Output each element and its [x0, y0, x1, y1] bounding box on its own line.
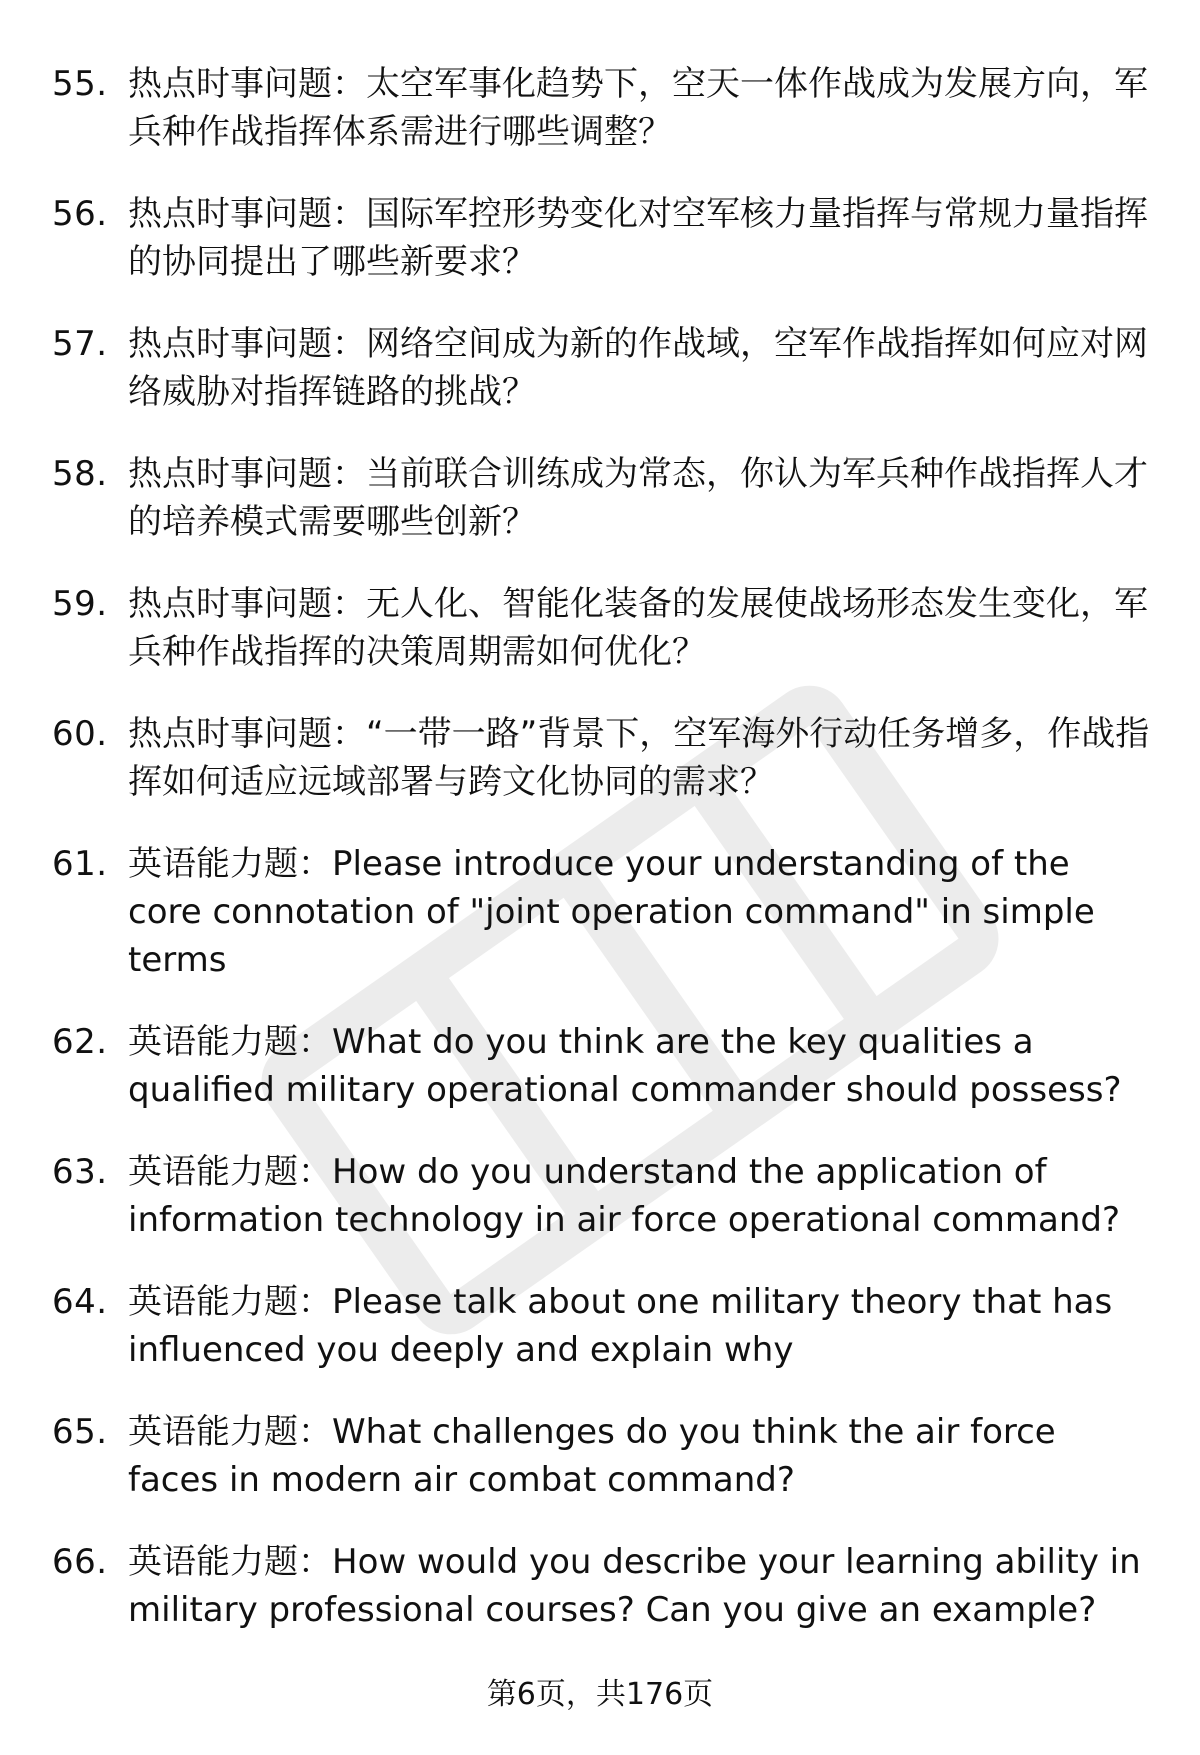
question-text: 当前联合训练成为常态，你认为军兵种作战指挥人才的培养模式需要哪些创新？	[128, 454, 1148, 542]
question-category: 热点时事问题：	[128, 64, 366, 104]
question-body	[128, 1018, 1152, 1114]
question-text: “一带一路”背景下，空军海外行动任务增多，作战指挥如何适应远域部署与跨文化协同的需求？	[128, 714, 1150, 802]
list-item	[52, 580, 1152, 676]
list-item	[52, 1278, 1152, 1374]
question-body	[128, 190, 1152, 286]
question-text: Please talk about one military theory that has influenced you deeply and explain why	[128, 1282, 1113, 1370]
question-number: 66.	[52, 1542, 108, 1582]
question-category: 热点时事问题：	[128, 324, 366, 364]
question-body	[128, 1408, 1152, 1504]
question-body	[128, 580, 1152, 676]
question-text: How would you describe your learning ability in military professional courses? Can you give an example?	[128, 1542, 1141, 1630]
question-body	[128, 1278, 1152, 1374]
question-body	[128, 710, 1152, 806]
question-text: Please introduce your understanding of the core connotation of "joint operation command" in simple terms	[128, 844, 1095, 980]
list-item	[52, 1408, 1152, 1504]
question-category: 英语能力题：	[128, 1152, 332, 1192]
question-number: 62.	[52, 1022, 108, 1062]
question-number: 60.	[52, 714, 108, 754]
question-text: What challenges do you think the air force faces in modern air combat command?	[128, 1412, 1056, 1500]
question-number: 58.	[52, 454, 108, 494]
question-body	[128, 320, 1152, 416]
question-text: What do you think are the key qualities a qualified military operational commander should possess?	[128, 1022, 1122, 1110]
question-number: 56.	[52, 194, 108, 234]
question-number: 61.	[52, 844, 108, 884]
question-category: 英语能力题：	[128, 1412, 332, 1452]
question-list	[52, 60, 1152, 1668]
list-item	[52, 1148, 1152, 1244]
question-body	[128, 1538, 1152, 1634]
question-number: 59.	[52, 584, 108, 624]
list-item	[52, 60, 1152, 156]
list-item	[52, 1538, 1152, 1634]
list-item	[52, 450, 1152, 546]
question-category: 热点时事问题：	[128, 714, 366, 754]
question-number: 64.	[52, 1282, 108, 1322]
list-item	[52, 1018, 1152, 1114]
list-item	[52, 190, 1152, 286]
question-text: 国际军控形势变化对空军核力量指挥与常规力量指挥的协同提出了哪些新要求？	[128, 194, 1148, 282]
question-category: 热点时事问题：	[128, 584, 366, 624]
question-body	[128, 60, 1152, 156]
list-item	[52, 320, 1152, 416]
question-text: How do you understand the application of information technology in air force operational command?	[128, 1152, 1121, 1240]
question-category: 英语能力题：	[128, 844, 332, 884]
question-category: 热点时事问题：	[128, 454, 366, 494]
question-category: 英语能力题：	[128, 1022, 332, 1062]
question-number: 57.	[52, 324, 108, 364]
question-category: 英语能力题：	[128, 1542, 332, 1582]
question-body	[128, 450, 1152, 546]
question-number: 63.	[52, 1152, 108, 1192]
question-number: 65.	[52, 1412, 108, 1452]
question-body	[128, 1148, 1152, 1244]
list-item	[52, 710, 1152, 806]
question-text: 太空军事化趋势下，空天一体作战成为发展方向，军兵种作战指挥体系需进行哪些调整？	[128, 64, 1148, 152]
page-number-footer: 第6页，共176页	[486, 1677, 714, 1712]
question-number: 55.	[52, 64, 108, 104]
list-item	[52, 840, 1152, 984]
question-category: 热点时事问题：	[128, 194, 366, 234]
question-body	[128, 840, 1152, 984]
question-category: 英语能力题：	[128, 1282, 332, 1322]
question-text: 网络空间成为新的作战域，空军作战指挥如何应对网络威胁对指挥链路的挑战？	[128, 324, 1148, 412]
question-text: 无人化、智能化装备的发展使战场形态发生变化，军兵种作战指挥的决策周期需如何优化？	[128, 584, 1148, 672]
